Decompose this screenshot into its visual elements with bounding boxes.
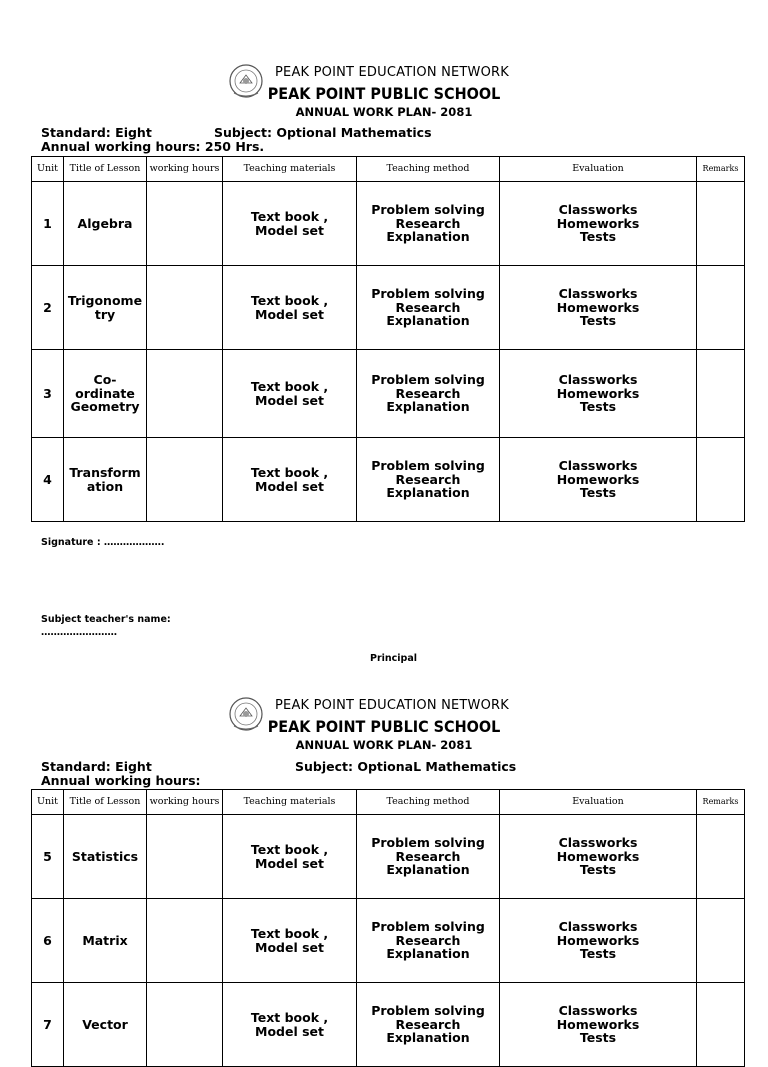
method-cell: Problem solving Research Explanation: [357, 182, 500, 266]
school-name: PEAK POINT PUBLIC SCHOOL: [267, 717, 501, 736]
subject-teacher-label: Subject teacher's name:: [41, 614, 171, 625]
lesson-title-cell: Statistics: [64, 815, 147, 899]
lesson-title-cell: Transform ation: [64, 438, 147, 522]
col-unit: Unit: [32, 157, 64, 182]
hours-cell: [147, 350, 223, 438]
plan-title: ANNUAL WORK PLAN- 2081: [295, 105, 473, 119]
principal-label: Principal: [370, 653, 418, 664]
hours-cell: [147, 815, 223, 899]
hours-cell: [147, 983, 223, 1067]
table-row: [32, 899, 745, 983]
remarks-cell: [697, 438, 745, 522]
remarks-cell: [697, 350, 745, 438]
col-method: Teaching method: [357, 790, 500, 815]
table-row: [32, 350, 745, 438]
subject-teacher-dots: ……………………: [41, 627, 117, 638]
materials-cell: Text book , Model set: [223, 182, 357, 266]
signature-line: Signature : ……………….: [41, 537, 165, 548]
standard-label: Standard: Eight: [41, 759, 152, 774]
method-cell: Problem solving Research Explanation: [357, 983, 500, 1067]
lesson-title-cell: Matrix: [64, 899, 147, 983]
hours-cell: [147, 899, 223, 983]
evaluation-cell: Classworks Homeworks Tests: [500, 983, 697, 1067]
unit-cell: 5: [32, 815, 64, 899]
method-cell: Problem solving Research Explanation: [357, 350, 500, 438]
remarks-cell: [697, 815, 745, 899]
remarks-cell: [697, 983, 745, 1067]
remarks-cell: [697, 899, 745, 983]
standard-label: Standard: Eight: [41, 125, 152, 140]
method-cell: Problem solving Research Explanation: [357, 899, 500, 983]
evaluation-cell: Classworks Homeworks Tests: [500, 899, 697, 983]
table-row: [32, 438, 745, 522]
materials-cell: Text book , Model set: [223, 350, 357, 438]
lesson-title-cell: Co- ordinate Geometry: [64, 350, 147, 438]
remarks-cell: [697, 266, 745, 350]
materials-cell: Text book , Model set: [223, 815, 357, 899]
col-title: Title of Lesson: [64, 157, 147, 182]
method-cell: Problem solving Research Explanation: [357, 266, 500, 350]
annual-hours-label: Annual working hours:: [41, 773, 201, 788]
evaluation-cell: Classworks Homeworks Tests: [500, 815, 697, 899]
unit-cell: 2: [32, 266, 64, 350]
table-row: [32, 983, 745, 1067]
materials-cell: Text book , Model set: [223, 438, 357, 522]
col-title: Title of Lesson: [64, 790, 147, 815]
plan-title: ANNUAL WORK PLAN- 2081: [295, 738, 473, 752]
method-cell: Problem solving Research Explanation: [357, 438, 500, 522]
unit-cell: 3: [32, 350, 64, 438]
unit-cell: 1: [32, 182, 64, 266]
unit-cell: 4: [32, 438, 64, 522]
evaluation-cell: Classworks Homeworks Tests: [500, 182, 697, 266]
table-row: [32, 815, 745, 899]
col-materials: Teaching materials: [223, 157, 357, 182]
annual-hours-label: Annual working hours: 250 Hrs.: [41, 139, 265, 154]
materials-cell: Text book , Model set: [223, 266, 357, 350]
hours-cell: [147, 182, 223, 266]
unit-cell: 7: [32, 983, 64, 1067]
col-working-hours: working hours: [147, 790, 223, 815]
network-name: PEAK POINT EDUCATION NETWORK: [275, 698, 509, 713]
col-working-hours: working hours: [147, 157, 223, 182]
lesson-title-cell: Algebra: [64, 182, 147, 266]
work-plan-table: [31, 156, 745, 522]
remarks-cell: [697, 182, 745, 266]
col-materials: Teaching materials: [223, 790, 357, 815]
col-remarks: Remarks: [697, 790, 745, 815]
materials-cell: Text book , Model set: [223, 899, 357, 983]
col-evaluation: Evaluation: [500, 790, 697, 815]
evaluation-cell: Classworks Homeworks Tests: [500, 438, 697, 522]
lesson-title-cell: Vector: [64, 983, 147, 1067]
table-row: [32, 266, 745, 350]
lesson-title-cell: Trigonome try: [64, 266, 147, 350]
evaluation-cell: Classworks Homeworks Tests: [500, 266, 697, 350]
work-plan-table: [31, 789, 745, 1067]
evaluation-cell: Classworks Homeworks Tests: [500, 350, 697, 438]
col-method: Teaching method: [357, 157, 500, 182]
subject-label: Subject: Optional Mathematics: [214, 125, 432, 140]
unit-cell: 6: [32, 899, 64, 983]
materials-cell: Text book , Model set: [223, 983, 357, 1067]
method-cell: Problem solving Research Explanation: [357, 815, 500, 899]
table-header-row: [32, 790, 745, 815]
col-unit: Unit: [32, 790, 64, 815]
hours-cell: [147, 438, 223, 522]
table-row: [32, 182, 745, 266]
hours-cell: [147, 266, 223, 350]
table-header-row: [32, 157, 745, 182]
subject-label: Subject: OptionaL Mathematics: [295, 759, 517, 774]
school-name: PEAK POINT PUBLIC SCHOOL: [267, 84, 501, 103]
network-name: PEAK POINT EDUCATION NETWORK: [275, 65, 509, 80]
col-remarks: Remarks: [697, 157, 745, 182]
col-evaluation: Evaluation: [500, 157, 697, 182]
